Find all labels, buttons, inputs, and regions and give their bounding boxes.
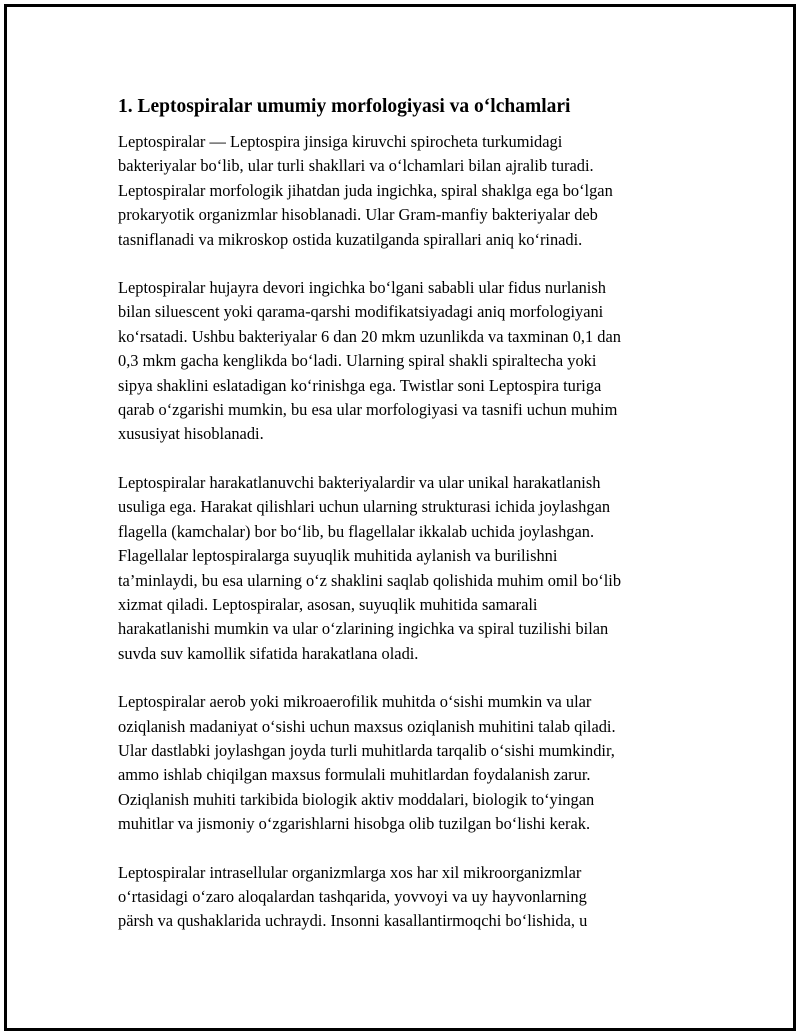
text-line: ammo ishlab chiqilgan maxsus formulali muhitlardan foydalanish zarur.	[118, 765, 591, 785]
paragraph-3	[118, 471, 688, 666]
paragraph-5	[118, 861, 688, 934]
text-line: qarab o‘zgarishi mumkin, bu esa ular morfologiyasi va tasnifi uchun muhim	[118, 400, 618, 420]
text-line: xizmat qiladi. Leptospiralar, asosan, suyuqlik muhitida samarali	[118, 594, 538, 614]
text-line: Flagellalar leptospiralarga suyuqlik muhitida aylanish va burilishni	[118, 546, 558, 566]
text-line: suvda suv kamollik sifatida harakatlana oladi.	[118, 643, 419, 663]
text-line: Leptospiralar morfologik jihatdan juda ingichka, spiral shaklga ega bo‘lgan	[118, 180, 613, 200]
text-line: Oziqlanish muhiti tarkibida biologik aktiv moddalari, biologik to‘yingan	[118, 789, 595, 809]
text-line: harakatlanishi mumkin va ular o‘zlarining ingichka va spiral tuzilishi bilan	[118, 619, 609, 639]
text-line: o‘rtasidagi o‘zaro aloqalardan tashqarida, yovvoyi va uy hayvonlarning	[118, 886, 587, 906]
text-line: Leptospiralar — Leptospira jinsiga kiruvchi spirocheta turkumidagi	[118, 132, 563, 151]
paragraph-4	[118, 690, 688, 836]
text-line: Ular dastlabki joylashgan joyda turli muhitlarda tarqalib o‘sishi mumkindir,	[118, 740, 615, 760]
section-heading: 1. Leptospiralar umumiy morfologiyasi va o‘lchamlari	[118, 96, 571, 117]
text-line: Leptospiralar intrasellular organizmlarga xos har xil mikroorganizmlar	[118, 862, 582, 882]
text-line: oziqlanish madaniyat o‘sishi uchun maxsus oziqlanish muhitini talab qiladi.	[118, 716, 616, 736]
text-line: usuliga ega. Harakat qilishlari uchun ularning strukturasi ichida joylashgan	[118, 497, 611, 517]
text-line: bakteriyalar bo‘lib, ular turli shakllari va o‘lchamlari bilan ajralib turadi.	[118, 156, 594, 176]
document-body	[118, 94, 688, 958]
text-line: prokaryotik organizmlar hisoblanadi. Ular Gram-manfiy bakteriyalar deb	[118, 205, 598, 225]
paragraph-2	[118, 276, 688, 447]
text-line: Leptospiralar aerob yoki mikroaerofilik muhitda o‘sishi mumkin va ular	[118, 692, 592, 712]
paragraph-1	[118, 130, 688, 252]
text-line: sipya shaklini eslatadigan ko‘rinishga ega. Twistlar soni Leptospira turiga	[118, 375, 602, 395]
text-line: muhitlar va jismoniy o‘zgarishlarni hisobga olib tuzilgan bo‘lishi kerak.	[118, 814, 591, 834]
text-line: Leptospiralar harakatlanuvchi bakteriyalardir va ular unikal harakatlanish	[118, 472, 601, 492]
text-line: ko‘rsatadi. Ushbu bakteriyalar 6 dan 20 mkm uzunlikda va taxminan 0,1 dan	[118, 326, 621, 346]
text-line: pärsh va qushaklarida uchraydi. Insonni kasallantirmoqchi bo‘lishida, u	[118, 911, 588, 931]
text-line: 0,3 mkm gacha kenglikda bo‘ladi. Ularning spiral shakli spiraltecha yoki	[118, 351, 597, 371]
text-line: tasniflanadi va mikroskop ostida kuzatilganda spirallari aniq ko‘rinadi.	[118, 229, 583, 249]
text-line: xususiyat hisoblanadi.	[118, 424, 264, 444]
text-line: Leptospiralar hujayra devori ingichka bo‘lgani sababli ular fidus nurlanish	[118, 278, 606, 298]
text-line: ta’minlaydi, bu esa ularning o‘z shaklini saqlab qolishida muhim omil bo‘lib	[118, 570, 622, 590]
text-line: bilan siluescent yoki qarama-qarshi modifikatsiyadagi aniq morfologiyani	[118, 302, 604, 322]
text-line: flagella (kamchalar) bor bo‘lib, bu flagellalar ikkalab uchida joylashgan.	[118, 521, 595, 541]
